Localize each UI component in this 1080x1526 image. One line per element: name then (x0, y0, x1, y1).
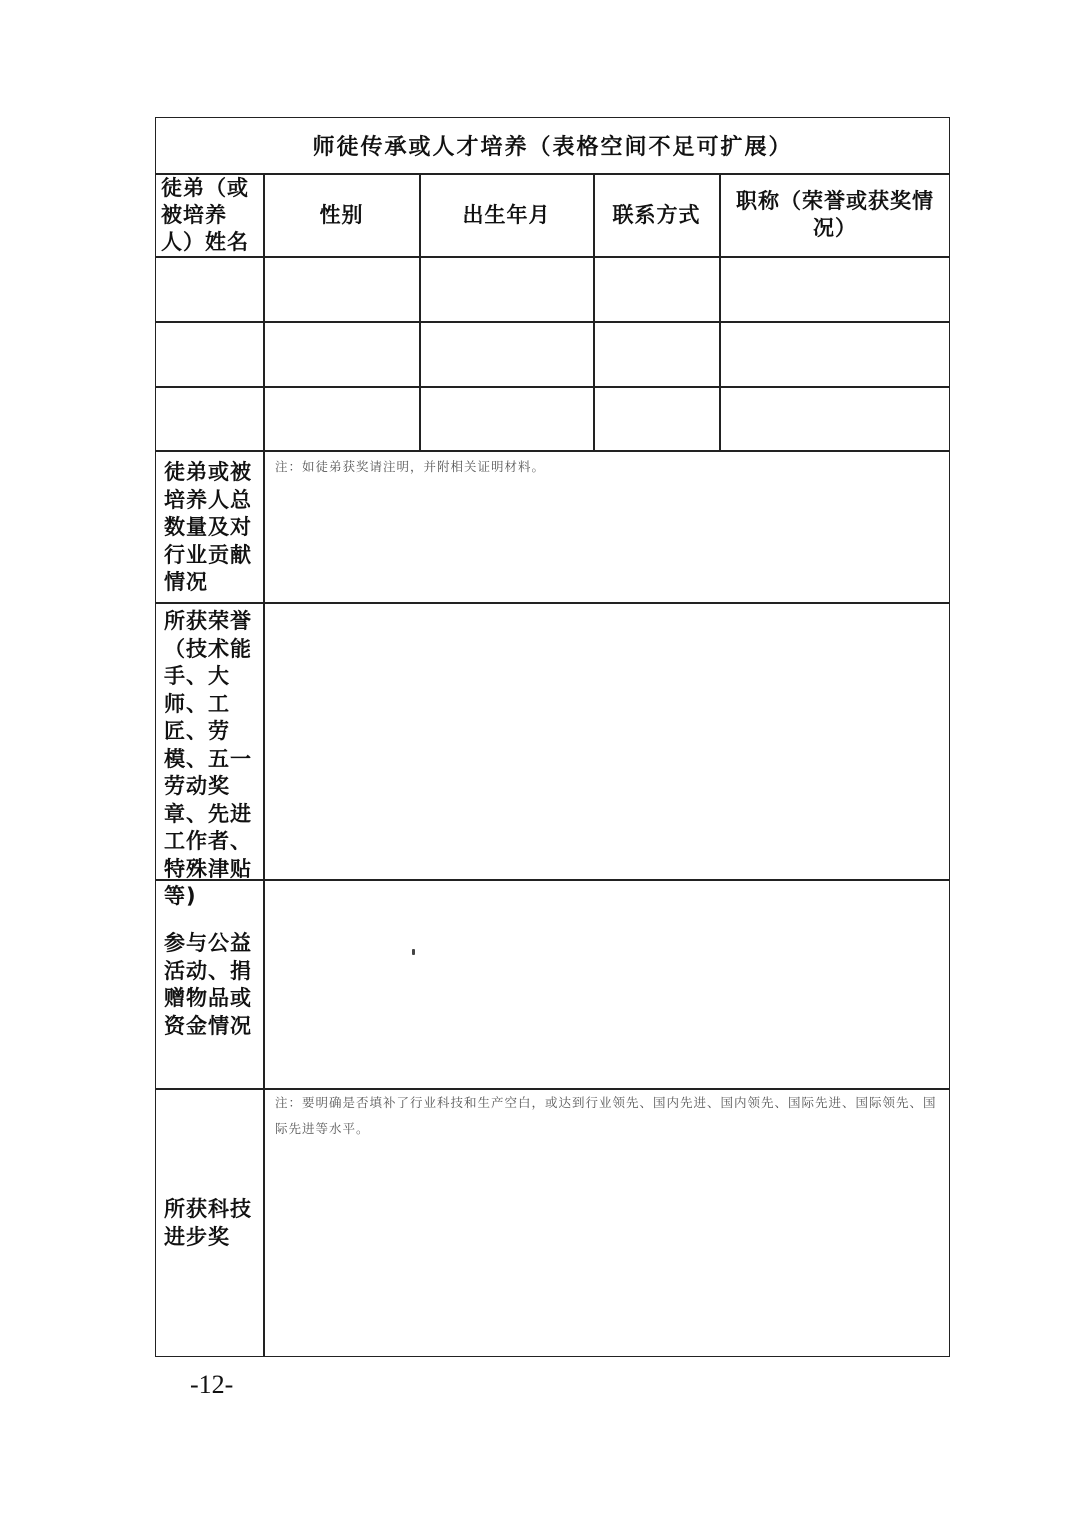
section-note-apprentice-contribution: 注：如徒弟获奖请注明，并附相关证明材料。 (275, 459, 546, 474)
cell-gender-input[interactable] (265, 322, 419, 386)
section-input-honors[interactable] (265, 604, 948, 879)
cell-title-input[interactable] (721, 322, 948, 386)
table-row (155, 387, 950, 450)
column-header-name: 徒弟（或被培养人）姓名 (161, 175, 249, 254)
cell-contact-input[interactable] (595, 257, 719, 321)
cell-gender-input[interactable] (265, 257, 419, 321)
cell-name-input[interactable] (157, 257, 263, 321)
cell-contact-input[interactable] (595, 387, 719, 450)
cell-contact-input[interactable] (595, 322, 719, 386)
scan-speck (412, 949, 415, 955)
section-label-sci-tech-award: 所获科技进步奖 (164, 1197, 252, 1249)
section-label-honors: 所获荣誉（技术能手、大师、工匠、劳模、五一劳动奖章、先进工作者、特殊津贴等) (164, 609, 252, 908)
table-title: 师徒传承或人才培养（表格空间不足可扩展） (312, 135, 793, 160)
cell-birth-input[interactable] (421, 257, 593, 321)
section-label-apprentice-contribution: 徒弟或被培养人总数量及对行业贡献情况 (164, 460, 252, 594)
section-input-public-welfare[interactable] (265, 881, 948, 1088)
cell-name-input[interactable] (157, 322, 263, 386)
cell-name-input[interactable] (157, 387, 263, 450)
column-header-title-honors: 职称（荣誉或获奖情况） (736, 189, 934, 240)
section-input-sci-tech-award[interactable] (265, 1147, 948, 1355)
column-header-contact: 联系方式 (612, 202, 701, 227)
cell-title-input[interactable] (721, 257, 948, 321)
column-header-birth-date: 出生年月 (462, 202, 551, 227)
section-input-apprentice-contribution[interactable] (265, 452, 948, 602)
section-label-public-welfare: 参与公益活动、捐赠物品或资金情况 (164, 931, 252, 1038)
cell-gender-input[interactable] (265, 387, 419, 450)
cell-birth-input[interactable] (421, 322, 593, 386)
table-row (155, 322, 950, 386)
form-table (155, 117, 950, 1357)
table-row (155, 257, 950, 321)
section-note-sci-tech-award: 注：要明确是否填补了行业科技和生产空白，或达到行业领先、国内先进、国内领先、国际先进、国际领先、国际先进等水平。 (275, 1095, 937, 1136)
cell-birth-input[interactable] (421, 387, 593, 450)
cell-title-input[interactable] (721, 387, 948, 450)
page-number: -12- (190, 1370, 234, 1399)
column-header-gender: 性别 (319, 202, 364, 227)
